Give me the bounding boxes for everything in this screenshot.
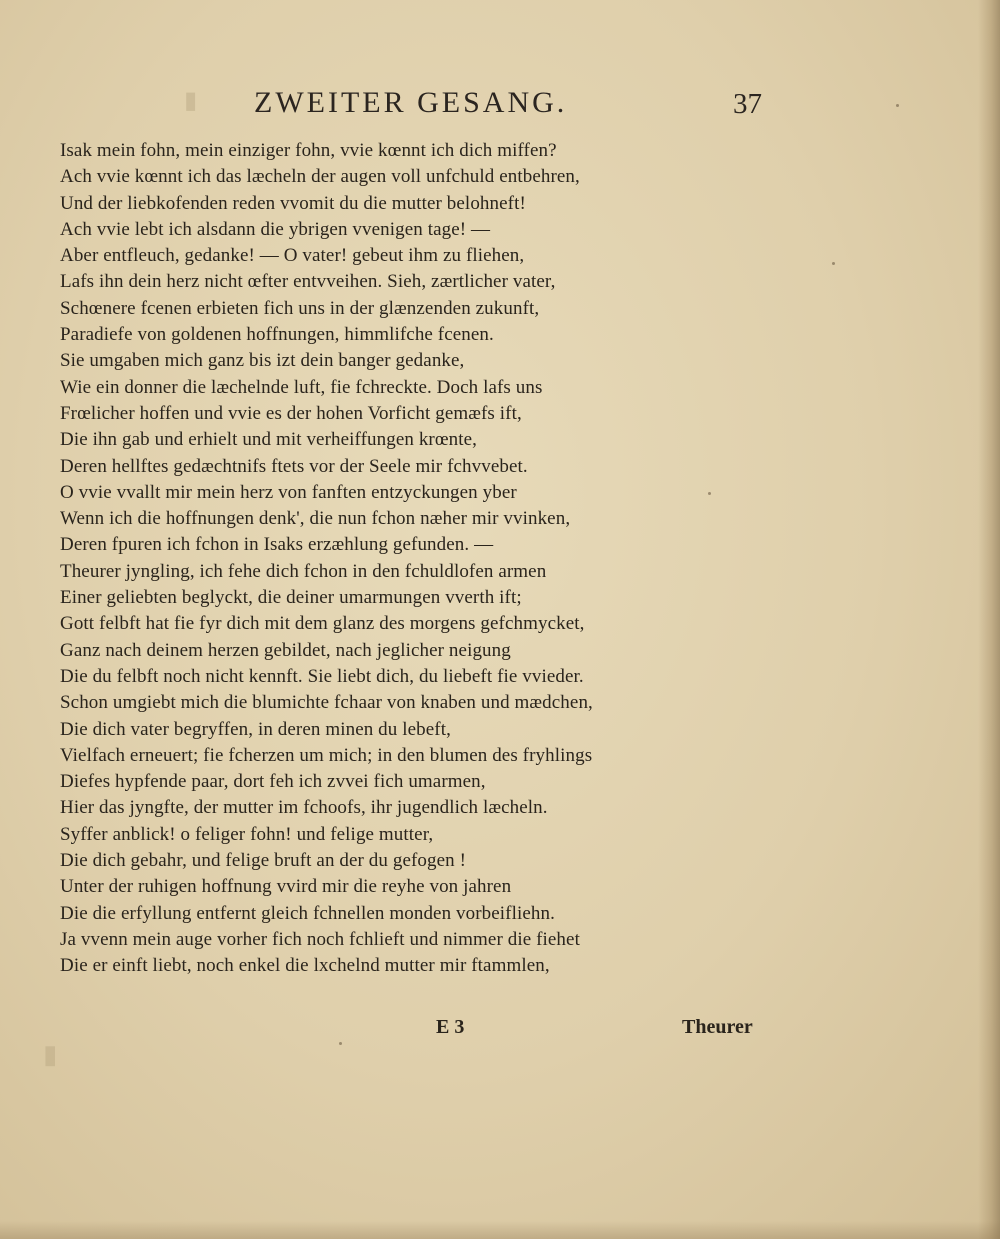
page-bottom-shadow	[0, 1221, 1000, 1239]
verse-line: Die die erfyllung entfernt gleich fchnellen monden vorbeifliehn.	[60, 902, 555, 924]
paper-speck	[896, 104, 899, 107]
verse-line: Die er einft liebt, noch enkel die lxchelnd mutter mir ftammlen,	[60, 955, 550, 977]
verse-line: Paradiefe von goldenen hoffnungen, himmlifche fcenen.	[60, 324, 494, 346]
verse-line: Ach vvie kœnnt ich das læcheln der augen voll unfchuld entbehren,	[60, 166, 580, 188]
verse-line: Deren hellftes gedæchtnifs ftets vor der Seele mir fchvvebet.	[60, 455, 528, 477]
verse-line: Vielfach erneuert; fie fcherzen um mich; in den blumen des fryhlings	[60, 744, 593, 766]
paper-speck	[832, 262, 835, 265]
verse-line: Die du felbft noch nicht kennft. Sie liebt dich, du liebeft fie vvieder.	[60, 665, 584, 687]
verse-line: Wenn ich die hoffnungen denk', die nun fchon næher mir vvinken,	[60, 508, 571, 530]
verse-line: Theurer jyngling, ich fehe dich fchon in den fchuldlofen armen	[60, 560, 547, 582]
verse-line: Diefes hypfende paar, dort feh ich zvvei fich umarmen,	[60, 771, 486, 793]
show-through-bottom: ▮	[40, 1040, 58, 1069]
verse-line: Isak mein fohn, mein einziger fohn, vvie kœnnt ich dich miffen?	[60, 140, 557, 161]
verse-line: Ja vvenn mein auge vorher fich noch fchlieft und nimmer die fiehet	[60, 928, 580, 950]
verse-line: Unter der ruhigen hoffnung vvird mir die reyhe von jahren	[60, 876, 512, 898]
verse-line: Syffer anblick! o feliger fohn! und felige mutter,	[60, 823, 434, 845]
page-number: 37	[733, 88, 762, 120]
verse-line: Frœlicher hoffen und vvie es der hohen Vorficht gemæfs ift,	[60, 402, 522, 424]
verse-line: Die dich gebahr, und felige bruft an der du gefogen !	[60, 850, 467, 872]
verse-text	[60, 138, 720, 980]
printer-signature: E 3	[436, 1016, 465, 1038]
verse-line: Die dich vater begryffen, in deren minen du lebeft,	[60, 718, 451, 740]
verse-line: Die ihn gab und erhielt und mit verheiffungen krœnte,	[60, 429, 478, 451]
verse-line: Hier das jyngfte, der mutter im fchoofs, ihr jugendlich læcheln.	[60, 797, 548, 819]
verse-line: Sie umgaben mich ganz bis izt dein banger gedanke,	[60, 350, 465, 372]
paper-speck	[708, 492, 711, 495]
verse-line: Einer geliebten beglyckt, die deiner umarmungen vverth ift;	[60, 587, 522, 609]
verse-line: O vvie vvallt mir mein herz von fanften entzyckungen yber	[60, 481, 517, 503]
running-title: ZWEITER GESANG.	[254, 86, 568, 119]
catchword: Theurer	[682, 1016, 753, 1038]
verse-line: Ach vvie lebt ich alsdann die ybrigen vvenigen tage! —	[60, 218, 491, 240]
verse-line: Lafs ihn dein herz nicht œfter entvveihen. Sieh, zærtlicher vater,	[60, 271, 556, 293]
verse-line: Aber entfleuch, gedanke! — O vater! gebeut ihm zu fliehen,	[60, 245, 525, 267]
verse-line: Deren fpuren ich fchon in Isaks erzæhlung gefunden. —	[60, 534, 494, 556]
verse-line: Gott felbft hat fie fyr dich mit dem glanz des morgens gefchmycket,	[60, 613, 585, 635]
page-edge-shadow	[978, 0, 1000, 1239]
verse-line: Wie ein donner die læchelnde luft, fie fchreckte. Doch lafs uns	[60, 376, 543, 398]
show-through-top: ▮	[180, 88, 198, 114]
verse-line: Ganz nach deinem herzen gebildet, nach jeglicher neigung	[60, 639, 511, 661]
paper-speck	[339, 1042, 342, 1045]
verse-line: Schon umgiebt mich die blumichte fchaar von knaben und mædchen,	[60, 692, 593, 714]
verse-line: Schœnere fcenen erbieten fich uns in der glænzenden zukunft,	[60, 297, 540, 319]
verse-line: Und der liebkofenden reden vvomit du die mutter belohneft!	[60, 192, 526, 214]
